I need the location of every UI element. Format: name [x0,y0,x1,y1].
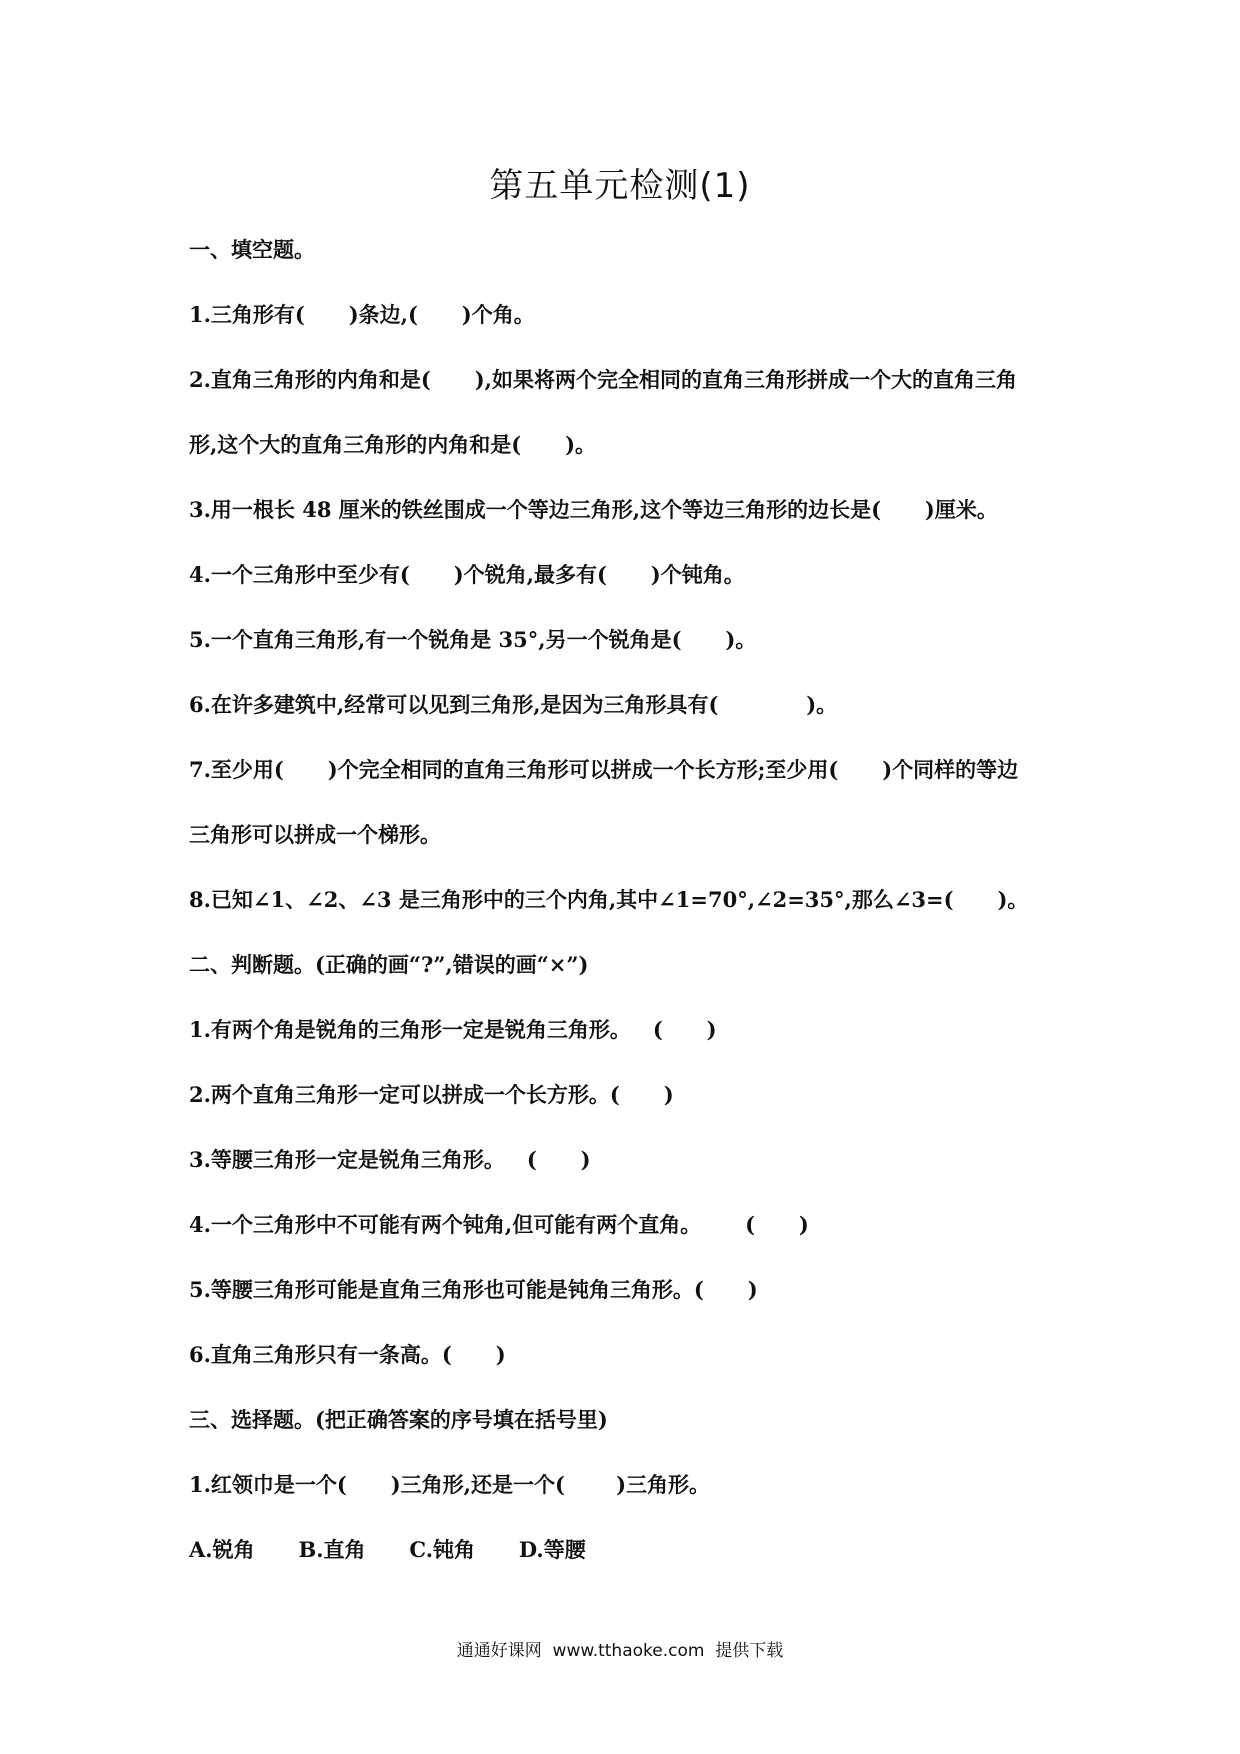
choice-question-1-options: A.锐角 B.直角 C.钝角 D.等腰 [189,1537,586,1562]
page-title: 第五单元检测(1) [489,166,751,206]
judge-question-6: 6.直角三角形只有一条高。( ) [189,1342,506,1367]
judge-question-3: 3.等腰三角形一定是锐角三角形。 ( ) [189,1147,591,1172]
fill-question-8: 8.已知∠1、∠2、∠3 是三角形中的三个内角,其中∠1=70°,∠2=35°,那么∠3=( )。 [189,887,1029,912]
judge-question-5: 5.等腰三角形可能是直角三角形也可能是钝角三角形。( ) [189,1277,758,1302]
fill-question-7-line2: 三角形可以拼成一个梯形。 [189,822,441,847]
judge-question-1: 1.有两个角是锐角的三角形一定是锐角三角形。 ( ) [189,1017,717,1042]
choice-question-1: 1.红领巾是一个( )三角形,还是一个( )三角形。 [189,1472,711,1497]
section1-heading: 一、填空题。 [189,237,315,262]
fill-question-4: 4.一个三角形中至少有( )个锐角,最多有( )个钝角。 [189,562,745,587]
fill-question-7-line1: 7.至少用( )个完全相同的直角三角形可以拼成一个长方形;至少用( )个同样的等边 [189,757,1019,782]
footer-source: 通通好课网 www.tthaoke.com 提供下载 [456,1641,784,1661]
fill-question-2-line1: 2.直角三角形的内角和是( ),如果将两个完全相同的直角三角形拼成一个大的直角三角 [189,367,1017,392]
judge-question-4: 4.一个三角形中不可能有两个钝角,但可能有两个直角。 ( ) [189,1212,809,1237]
fill-question-2-line2: 形,这个大的直角三角形的内角和是( )。 [189,432,597,457]
fill-question-5: 5.一个直角三角形,有一个锐角是 35°,另一个锐角是( )。 [189,627,757,652]
fill-question-3: 3.用一根长 48 厘米的铁丝围成一个等边三角形,这个等边三角形的边长是( )厘米。 [189,497,998,522]
section3-heading: 三、选择题。(把正确答案的序号填在括号里) [189,1407,608,1432]
section2-heading: 二、判断题。(正确的画“?”,错误的画“×”) [189,952,589,977]
fill-question-6: 6.在许多建筑中,经常可以见到三角形,是因为三角形具有( )。 [189,692,838,717]
fill-question-1: 1.三角形有( )条边,( )个角。 [189,302,535,327]
judge-question-2: 2.两个直角三角形一定可以拼成一个长方形。( ) [189,1082,674,1107]
